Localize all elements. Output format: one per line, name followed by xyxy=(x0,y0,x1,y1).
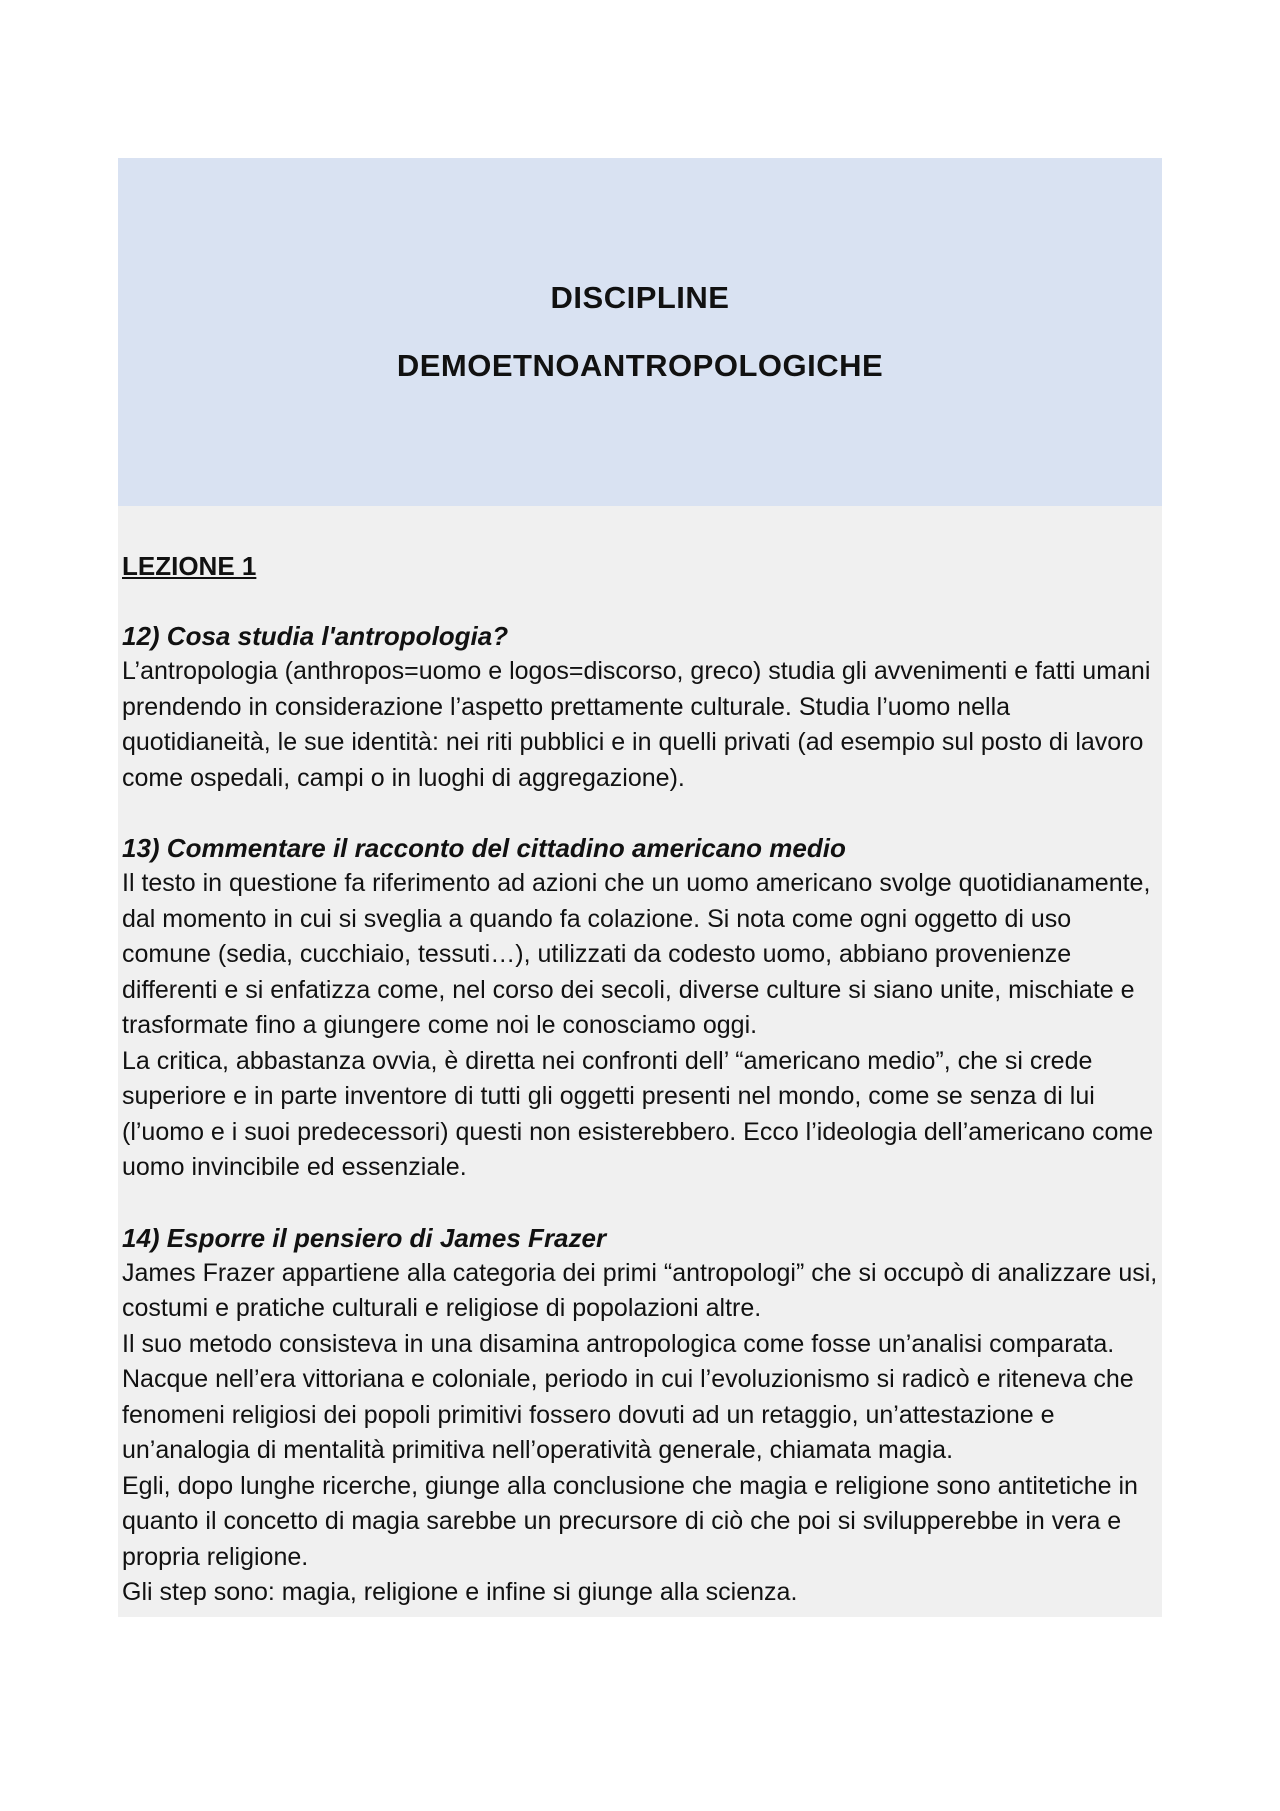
answer-paragraph: La critica, abbastanza ovvia, è diretta nei confronti dell’ “americano medio”, che si crede superiore e in parte inventore di tutti gli oggetti presenti nel mondo, come se senza di lui (l’uomo e i suoi predecessori) questi non esisterebbero. Ecco l’ideologia dell’americano come uomo invincibile ed essenziale. xyxy=(122,1046,1154,1181)
content-area xyxy=(118,506,1162,1617)
title-line-2: DEMOETNOANTROPOLOGICHE xyxy=(396,348,884,383)
title-line-1: DISCIPLINE xyxy=(550,280,730,315)
question-heading: 13) Commentare il racconto del cittadino americano medio xyxy=(122,833,846,863)
answer-paragraph: James Frazer appartiene alla categoria dei primi “antropologi” che si occupò di analizzare usi, costumi e pratiche culturali e religiose di popolazioni altre. xyxy=(122,1258,1158,1322)
lesson-heading: LEZIONE 1 xyxy=(122,551,257,581)
question-heading: 14) Esporre il pensiero di James Frazer xyxy=(122,1222,607,1253)
section-13 xyxy=(122,830,1158,1186)
answer-paragraph: Gli step sono: magia, religione e infine si giunge alla scienza. xyxy=(122,1578,798,1606)
question-heading: 12) Cosa studia l'antropologia? xyxy=(122,621,509,651)
answer-paragraph: Egli, dopo lunghe ricerche, giunge alla conclusione che magia e religione sono antitetiche in quanto il concetto di magia sarebbe un precursore di ciò che poi si svilupperebbe in vera e propria religione. xyxy=(122,1471,1138,1571)
document-page xyxy=(118,158,1162,1617)
title-banner xyxy=(118,158,1162,506)
answer-paragraph: Il suo metodo consisteva in una disamina antropologica come fosse un’analisi comparata. Nacque nell’era vittoriana e coloniale, periodo in cui l’evoluzionismo si radicò e riteneva che fenomeni religiosi dei popoli primitivi fossero dovuti ad un retaggio, un’attestazione e un’analogia di mentalità primitiva nell’operatività generale, chiamata magia. xyxy=(122,1329,1134,1464)
section-14 xyxy=(122,1220,1158,1611)
answer-paragraph: L’antropologia (anthropos=uomo e logos=discorso, greco) studia gli avvenimenti e fatti umani prendendo in considerazione l’aspetto prettamente culturale. Studia l’uomo nella quotidianeità, le sue identità: nei riti pubblici e in quelli privati (ad esempio sul posto di lavoro come ospedali, campi o in luoghi di aggregazione). xyxy=(122,657,1151,792)
section-12 xyxy=(122,618,1158,796)
answer-paragraph: Il testo in questione fa riferimento ad azioni che un uomo americano svolge quotidianamente, dal momento in cui si sveglia a quando fa colazione. Si nota come ogni oggetto di uso comune (sedia, cucchiaio, tessuti…), utilizzati da codesto uomo, abbiano provenienze differenti e si enfatizza come, nel corso dei secoli, diverse culture si siano unite, mischiate e trasformate fino a giungere come noi le conosciamo oggi. xyxy=(122,869,1151,1039)
